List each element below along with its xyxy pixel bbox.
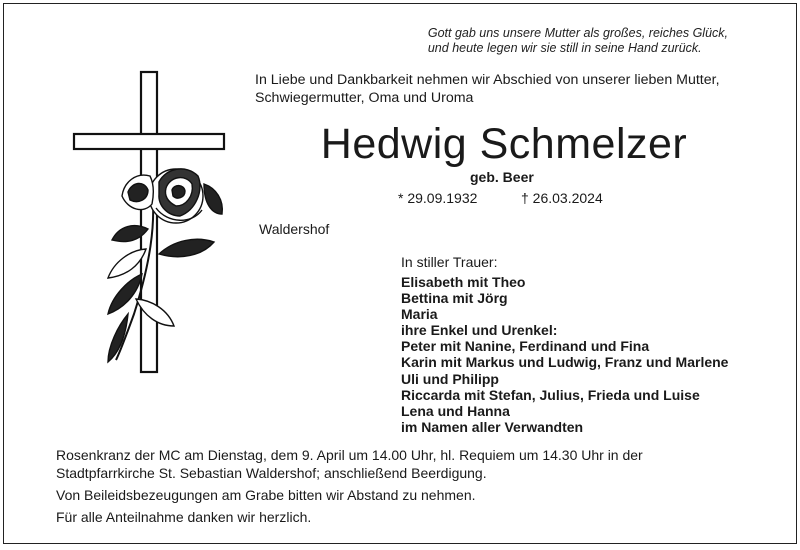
intro-line-2: Schwiegermutter, Oma und Uroma	[255, 90, 474, 106]
mourner-entry: im Namen aller Verwandten	[401, 418, 584, 435]
intro-line-1: In Liebe und Dankbarkeit nehmen wir Abschied von unserer lieben Mutter,	[255, 72, 720, 88]
birth-date: * 29.09.1932	[398, 190, 478, 206]
mourner-entry: ihre Enkel und Urenkel:	[401, 322, 558, 339]
mourner-entry: Uli und Philipp	[401, 370, 499, 387]
mourner-entry: Riccarda mit Stefan, Julius, Frieda und Luise	[401, 386, 700, 403]
mourner-entry: Elisabeth mit Theo	[401, 274, 526, 290]
place-name: Waldershof	[259, 221, 330, 237]
maiden-name: geb. Beer	[470, 169, 534, 185]
motto-quote	[428, 26, 728, 56]
mourner-entry: Bettina mit Jörg	[401, 290, 508, 307]
deceased-name: Hedwig Schmelzer	[320, 120, 688, 168]
intro-text	[255, 71, 775, 107]
motto-line-2: und heute legen wir sie still in seine Hand zurück.	[427, 41, 702, 55]
obituary-card	[3, 3, 797, 544]
mourner-entry: Peter mit Nanine, Ferdinand und Fina	[401, 338, 650, 355]
service-info	[56, 446, 776, 482]
service-line-2: Stadtpfarrkirche St. Sebastian Waldershof; anschließend Beerdigung.	[56, 465, 487, 481]
thanks-note: Für alle Anteilnahme danken wir herzlich.	[56, 509, 312, 525]
cross-with-rose-illustration	[64, 64, 234, 384]
cross-icon	[74, 72, 224, 372]
mourner-entry: Karin mit Markus und Ludwig, Franz und Marlene	[401, 354, 729, 371]
service-line-1: Rosenkranz der MC am Dienstag, dem 9. April um 14.00 Uhr, hl. Requiem um 14.30 Uhr in der	[56, 447, 643, 463]
death-date: † 26.03.2024	[521, 190, 603, 206]
mourner-entry: Maria	[401, 306, 438, 323]
mourners-label: In stiller Trauer:	[401, 254, 498, 270]
motto-line-1: Gott gab uns unsere Mutter als großes, reiches Glück,	[427, 26, 728, 40]
mourner-entry: Lena und Hanna	[401, 402, 510, 419]
mourners-list	[401, 274, 728, 435]
funeral-notes	[56, 446, 776, 530]
rose-icon	[108, 169, 222, 362]
condolence-note: Von Beileidsbezeugungen am Grabe bitten wir Abstand zu nehmen.	[56, 487, 476, 503]
